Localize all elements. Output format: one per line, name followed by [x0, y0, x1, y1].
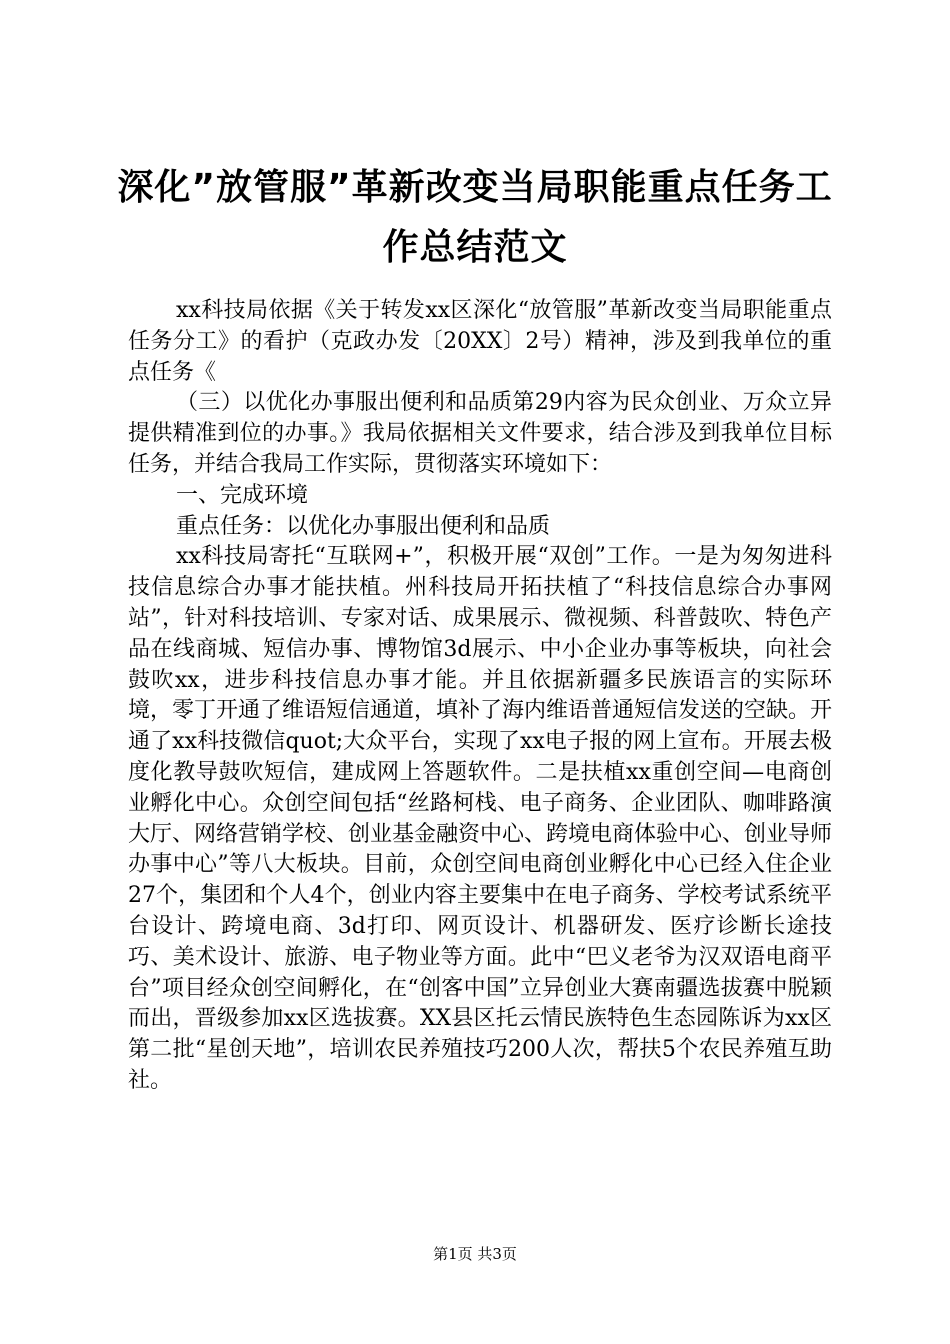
- document-body: [128, 296, 832, 1097]
- paragraph-main: xx科技局寄托“互联网+”，积极开展“双创”工作。一是为匆匆进科技信息综合办事才能扶植。州科技局开拓扶植了“科技信息综合办事网站”，针对科技培训、专家对话、成果展示、微视频、科普鼓吹、特色产品在线商城、短信办事、博物馆3d展示、中小企业办事等板块，向社会鼓吹xx，进步科技信息办事才能。并且依据新疆多民族语言的实际环境，零丁开通了维语短信通道，填补了海内维语普通短信发送的空缺。开通了xx科技微信quot;大众平台，实现了xx电子报的网上宣布。开展去极度化教导鼓吹短信，建成网上答题软件。二是扶植xx重创空间—电商创业孵化中心。众创空间包括“丝路柯栈、电子商务、企业团队、咖啡路演大厅、网络营销学校、创业基金融资中心、跨境电商体验中心、创业导师办事中心”等八大板块。目前，众创空间电商创业孵化中心已经入住企业27个，集团和个人4个，创业内容主要集中在电子商务、学校考试系统平台设计、跨境电商、3d打印、网页设计、机器研发、医疗诊断长途技巧、美术设计、旅游、电子物业等方面。此中“巴义老爷为汉双语电商平台”项目经众创空间孵化，在“创客中国”立异创业大赛南疆选拔赛中脱颖而出，晋级参加xx区选拔赛。XX县区托云情民族特色生态园陈诉为xx区第二批“星创天地”，培训农民养殖技巧200人次，帮扶5个农民养殖互助社。: [128, 544, 833, 1093]
- page-footer: 第1页 共3页: [433, 1245, 517, 1263]
- section-heading: 一、完成环境: [176, 482, 309, 508]
- paragraph-intro: xx科技局依据《关于转发xx区深化“放管服”革新改变当局职能重点任务分工》的看护（克政办发〔20XX〕2号）精神，涉及到我单位的重点任务《: [128, 298, 833, 385]
- key-task-line: 重点任务：以优化办事服出便利和品质: [176, 513, 551, 539]
- document-title: 深化”放管服”革新改变当局职能重点任务工作总结范文: [117, 167, 833, 268]
- paragraph-task-three: （三）以优化办事服出便利和品质第29内容为民众创业、万众立异提供精准到位的办事。》我局依据相关文件要求，结合涉及到我单位目标任务，并结合我局工作实际，贯彻落实环境如下：: [128, 390, 832, 477]
